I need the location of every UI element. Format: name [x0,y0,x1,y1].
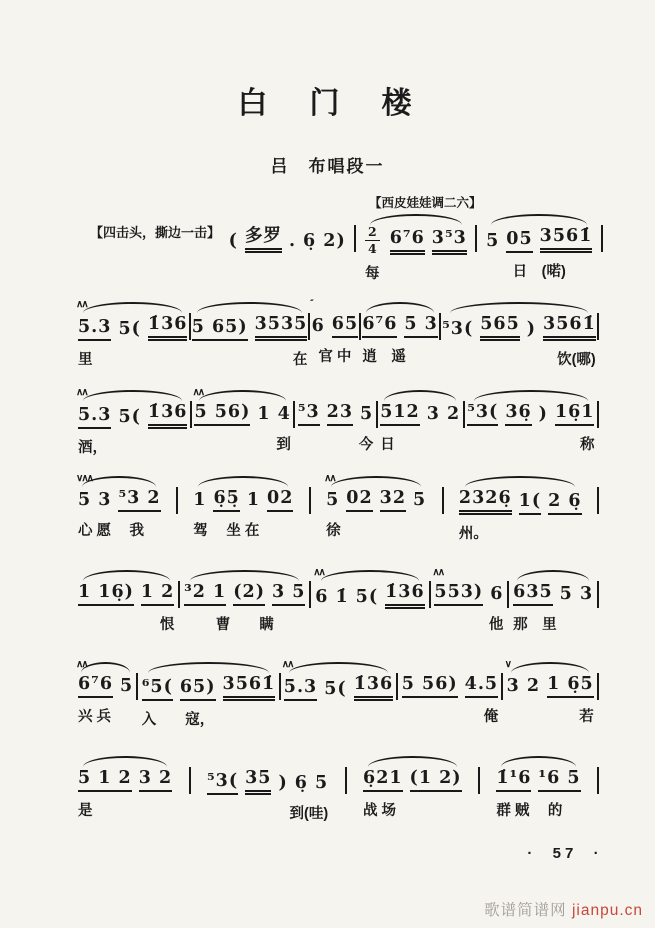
ornament-row [298,384,373,402]
note-group: 5.3 [284,677,317,701]
note-group: 5( [118,319,141,339]
slur-arc [83,390,182,401]
ornament-mark: ∨∧∧ [76,473,92,484]
note-group: 3535 [255,314,308,341]
lyric: 今 [358,437,374,454]
note-group: 6⁷6 [78,674,113,698]
time-signature [365,226,380,255]
measure [78,656,133,726]
note-group: 3561̇ [223,674,276,701]
note-group: ⁶5( [142,677,173,701]
note-group: 65 [332,314,358,338]
notes-row [442,314,596,341]
slur-arc [82,476,156,487]
ornament-row [486,208,592,226]
ornament-row [326,470,426,488]
slur-arc [368,756,457,767]
barline [478,767,480,794]
barline [463,401,465,428]
lyric: 酒， [78,440,107,457]
note-group: ⁵3 [298,402,320,426]
measure [78,384,187,457]
note-group: 6̣5̣ [213,488,239,512]
slur-arc [491,214,587,225]
slur-arc [289,662,388,673]
notes-row [284,674,393,701]
note-group: 512 [380,402,420,426]
slur-arc [474,390,589,401]
slur-arc [511,662,589,673]
barline [176,487,178,514]
measure [380,384,460,454]
lyric: 他 [488,617,504,634]
lyric: 到(哇) [289,806,329,823]
ornament-row [309,296,359,314]
barline [178,581,180,608]
lyric: 若 [579,709,594,726]
page-title: 白 门 楼 [237,87,418,120]
ornament-row [402,656,498,674]
barline [359,313,361,340]
note-group: 32 [380,488,406,512]
slur-arc [199,390,286,401]
note-group: 多罗 [245,226,282,253]
score-system [78,470,599,543]
ornament-mark: ˊˊ [309,299,313,310]
barline [597,581,599,608]
notes-row [78,768,172,792]
note-group: 5 [120,676,134,696]
barline [279,673,281,700]
note-group: ⁵3( [442,319,474,339]
notes-row [513,582,593,606]
note-group: 1̇36 [354,674,394,701]
measure [192,296,308,369]
tune-label: 【西皮娃娃调二六】 [369,196,482,210]
measure [78,296,187,369]
note-group: 65) [180,677,216,701]
slur-arc [190,570,299,581]
measure [326,470,426,540]
lyric: 在 [292,352,308,369]
ornament-row [184,564,305,582]
notes-row [459,488,582,515]
note-group: 6⁷6 [390,228,425,255]
lyric: 日 (喏) [512,264,566,281]
ornament-row [362,296,437,314]
lyric: 战 场 [363,803,397,820]
score-system [78,296,599,369]
measure [434,564,503,634]
note-group: 5 56) [402,674,458,698]
note-group: 3561̇ [540,226,593,253]
note-group: 5.3 [78,405,111,429]
lyric: 那 里 [513,617,557,634]
note-group: 5.3 [78,317,111,341]
ornament-row [78,384,187,402]
note-group: 1( [519,491,541,515]
slur-arc [465,476,575,487]
lyric: 恨 [159,617,175,634]
note-group: 5 3 [404,314,437,338]
note-group: ) [538,404,548,424]
note-group: 2 6̣ [548,491,581,515]
ornament-row [315,564,424,582]
notes-row [362,314,437,338]
note-group: 02 [267,488,293,512]
note-group: 3561̇ [543,314,596,341]
slur-arc [450,302,588,313]
measure [362,296,437,366]
notes-row [192,314,308,341]
barline [309,581,311,608]
ornament-row [207,750,328,768]
note-group: 1 4 [257,404,291,424]
time-signature-numerator: 2 [365,226,380,241]
lyric: 驾 坐 在 [193,523,260,540]
measure [467,384,594,454]
slur-arc [81,662,131,673]
lyric [315,616,424,634]
slur-arc [198,476,288,487]
note-group: ) [278,773,288,793]
note-group: 02 [346,488,372,512]
measure [363,750,462,820]
page-number: · 57 · [527,845,603,862]
ornament-row [194,384,290,402]
barline [396,673,398,700]
lyric [284,708,393,726]
note-group: 1̇36 [148,402,188,429]
lyric: 里 [78,352,93,369]
measure [142,656,275,729]
note-group: 1̇36 [148,314,188,341]
ornament-mark: ∧∧ [281,659,293,670]
slur-arc [384,390,456,401]
note-group: 23 [327,402,353,426]
barline [597,313,599,340]
note-group: ⁵3( [207,771,238,795]
slur-arc [517,570,589,581]
barline [601,225,603,252]
ornament-row [380,384,460,402]
lyric [229,260,346,278]
score-system [78,564,599,634]
note-group: 1 6̣5 [547,674,594,698]
lyric [90,251,220,269]
note-group: 35 [245,768,271,795]
notes-row [90,226,220,244]
notes-row [142,674,275,701]
measure [78,564,174,634]
ornament-mark: ∧∧ [76,299,87,310]
lyric: 官 中 [318,349,352,366]
note-group: 3 5 [272,582,305,606]
notes-row [78,582,174,606]
note-group: 3⁵3 [432,228,467,255]
lyric: 州。 [458,526,488,543]
note-group: 6 [311,316,325,336]
note-group: ) [526,319,537,339]
slur-arc [331,476,421,487]
lyric: 是 [78,803,93,820]
note-group: 5 56) [194,402,250,426]
barline [354,225,356,252]
barline [439,313,441,340]
measure [78,750,172,820]
watermark-site-name: 歌谱简谱网 [484,902,567,919]
note-group: 05 [506,229,532,253]
note-group: 5( [355,587,379,607]
notes-row [184,582,305,606]
notes-row [365,226,467,255]
page-subtitle: 吕 布唱段一 [270,157,385,176]
ornament-mark: ∧∧ [76,659,87,670]
ornament-row [78,656,133,674]
notes-row [78,314,187,341]
lyric: 饮(哪) [557,352,596,369]
note-group: 6 1̇ [315,587,349,607]
notes-row [486,226,592,253]
measure [194,384,290,454]
measure [193,470,293,540]
slur-arc [370,214,462,225]
lyric: 徐 [326,523,341,540]
measure [229,208,346,278]
ornament-row [513,564,593,582]
note-group: 36̣ [505,402,531,426]
note-group: 3 2 [506,676,541,696]
percussion-text: 【四击头，撕边一击】 [90,225,221,240]
ornament-row [434,564,503,582]
ornament-mark: ∨ [504,659,510,670]
barline [597,767,599,794]
barline [190,401,192,428]
barline [597,401,599,428]
notes-row [78,674,133,698]
note-group: 635 [513,582,553,606]
watermark-domain: jianpu.cn [571,902,643,919]
notes-row [402,674,498,698]
note-group: 5 1 2 [78,768,132,792]
note-group: ⁵3( [467,402,498,426]
slur-arc [148,662,268,673]
lyric: 群 贼 的 [496,803,563,820]
notes-row [78,488,161,512]
ornament-row [78,564,174,582]
notes-row [434,582,503,606]
ornament-row [496,750,580,768]
ornament-row [78,296,187,314]
slur-arc [83,570,170,581]
ornament-row [459,470,582,488]
slur-arc [197,302,301,313]
note-group: 16̣1 [555,402,595,426]
ornament-row [281,656,393,674]
note-group: ( [228,231,238,251]
barline [442,487,444,514]
ornament-row [90,208,220,226]
note-group: 3 2 [426,404,461,424]
note-group: 1 2 [141,582,174,606]
barline [308,313,310,340]
ornament-row [193,470,293,488]
barline [345,767,347,794]
notes-row [207,768,328,795]
notes-row [193,488,293,512]
slur-arc [83,756,168,767]
ornament-mark: ∧∧ [192,387,204,398]
measure [402,656,498,726]
slur-arc [83,302,182,313]
notes-row [326,488,426,512]
percussion-label [90,208,220,269]
measure [442,296,596,369]
note-group: 6̣21 [363,768,403,792]
notes-row [298,402,373,426]
ornament-mark: ∧∧ [76,387,87,398]
ornament-mark: ∧∧ [313,567,324,578]
note-group: (1 2) [410,768,462,792]
barline [309,487,311,514]
barline [189,767,191,794]
measure [184,564,305,634]
lyric: 入 寇， [141,712,215,729]
note-group: 565 [480,314,520,341]
note-group: 1 16̣) [78,582,134,606]
measure [78,470,161,540]
lyric: 称 [579,437,595,454]
note-group: 553) [434,582,483,606]
notes-row [194,402,290,426]
ornament-row [467,384,594,402]
barline [293,401,295,428]
measure [309,296,359,366]
note-group: ¹6 5 [538,768,580,792]
measure [513,564,593,634]
note-group: 5( [118,407,141,427]
ornament-row [363,750,462,768]
ornament-row [229,208,346,226]
note-group: ³2 1 [184,582,226,606]
time-signature-denominator: 4 [368,240,377,256]
note-group: 5 3 [559,584,594,604]
note-group: 1̇¹6 [496,768,531,792]
slur-arc [321,570,420,581]
lyric: 日 [380,437,395,454]
lyric: 俺 [483,709,499,726]
note-group: 2326̣ [459,488,512,515]
score-system [78,656,599,729]
notes-row [312,314,359,338]
note-group: 5 [326,490,340,510]
note-group: 5 [486,231,500,251]
ornament-row [142,656,275,674]
ornament-row [78,750,172,768]
notes-row [229,226,346,253]
slur-arc [366,302,434,313]
measure [298,384,373,454]
note-group: 3 2 [139,768,172,792]
barline [189,313,191,340]
note-group: 5 65) [192,317,248,341]
barline [376,401,378,428]
note-group: 5( [324,679,347,699]
notes-row [78,402,187,429]
note-group: (2) [233,582,265,606]
lyric: 曹 瞒 [215,617,274,634]
notes-row [496,768,580,792]
measure [486,208,592,281]
ornament-row [78,470,161,488]
note-group: 5 [360,404,374,424]
score-system [78,750,599,823]
score-system [90,196,603,283]
note-group: 4.5 [465,674,498,698]
notes-row [315,582,424,609]
slur-arc [501,756,577,767]
note-group: 5 [413,490,427,510]
measure [496,750,580,820]
note-group: 6̣ 5 [294,773,329,793]
barline [597,487,599,514]
lyric: 每 [365,266,380,282]
barline [429,581,431,608]
note-group: 6⁷6 [362,314,397,338]
note-group: ⁵3 2 [118,488,160,512]
note-group: 1̇36 [385,582,425,609]
ornament-row [365,196,482,226]
ornament-mark: ∧∧ [432,567,444,578]
lyric: 兴 兵 [78,709,112,726]
ornament-row [442,296,596,314]
barline [501,673,503,700]
measure [207,750,328,823]
measure [315,564,424,634]
note-group: . [288,231,297,251]
notes-row [507,674,594,698]
barline [597,673,599,700]
lyric: 逍 遥 [362,349,406,366]
lyric: 到 [276,437,291,454]
measure [365,196,482,283]
watermark [484,898,643,920]
barline [507,581,509,608]
barline [475,225,477,252]
note-group: 5 3 [78,490,112,510]
ornament-mark: ∧∧ [324,473,335,484]
notes-row [467,402,594,426]
measure [504,656,594,726]
ornament-row [192,296,308,314]
notes-row [363,768,462,792]
score-system [78,384,599,457]
barline [136,673,138,700]
measure [281,656,394,726]
note-group: 6̣ 2) [303,231,346,251]
lyric: 心 愿 我 [78,523,145,540]
note-group: 1 [246,490,261,510]
notes-row [380,402,460,426]
note-group: 1 [193,490,207,510]
ornament-row [504,656,594,674]
note-group: 6 [490,584,504,604]
measure [459,470,582,543]
